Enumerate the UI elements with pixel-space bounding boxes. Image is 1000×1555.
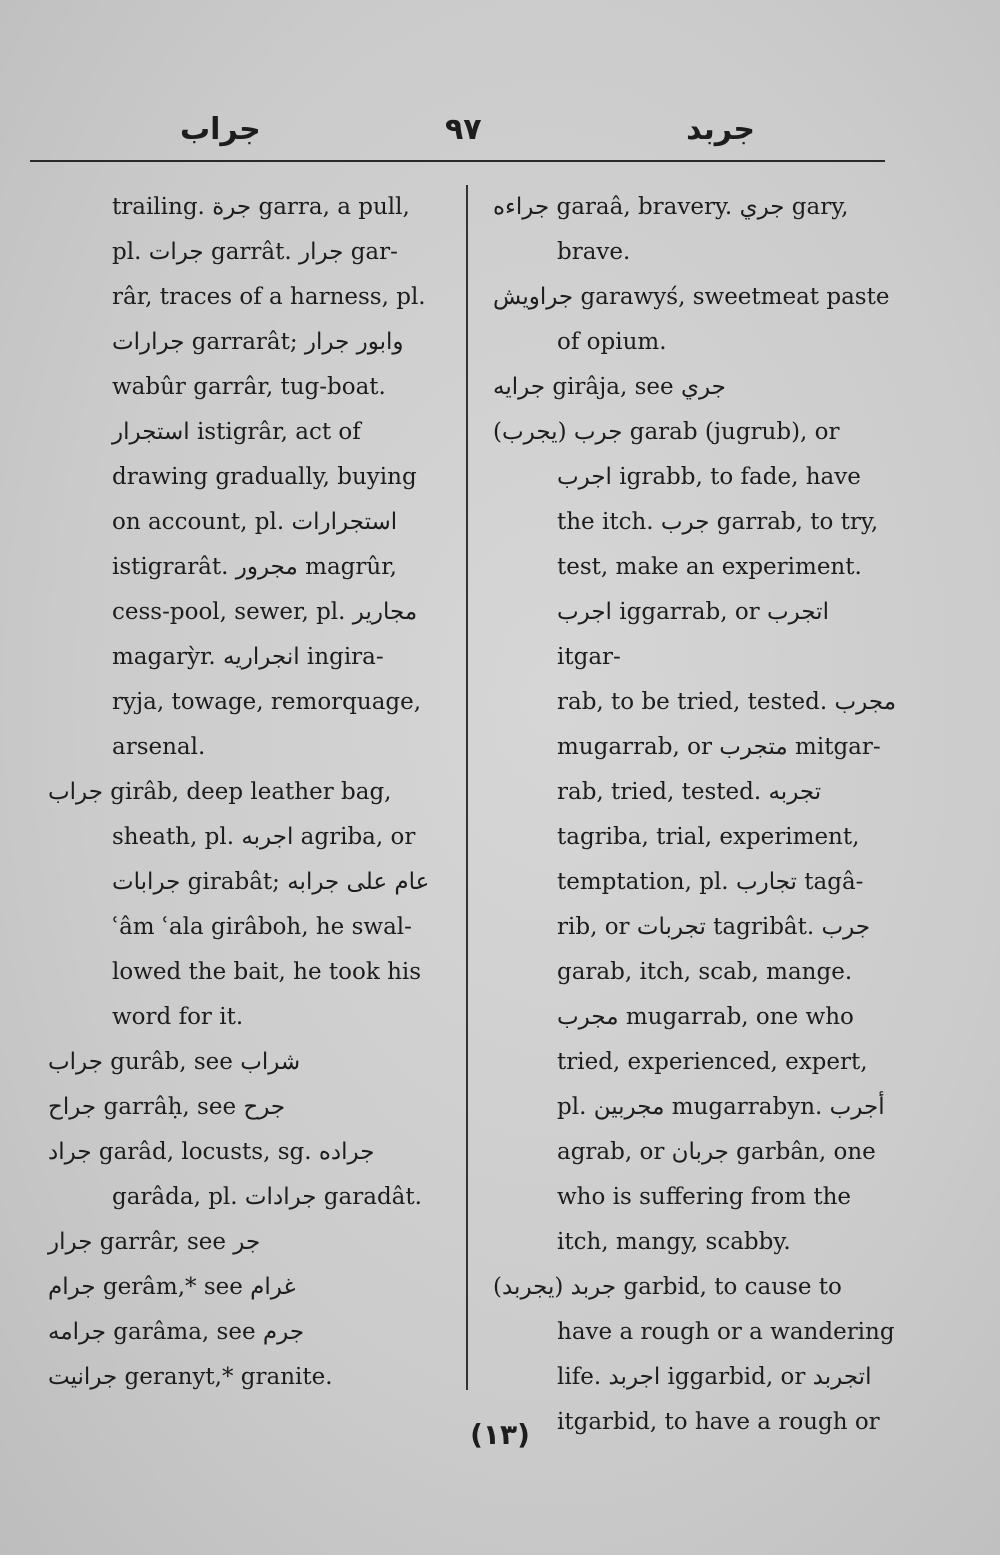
text-line: wabûr garrâr, tug-boat.: [112, 374, 386, 400]
entry-headword-line: جرام gerâm,* see غرام: [48, 1274, 296, 1300]
header-left-word: جراب: [180, 112, 261, 147]
text-line: جرابات girabât; عام على جرابه: [112, 869, 430, 895]
text-line: who is suffering from the: [557, 1184, 852, 1210]
text-line: ʿâm ʿala girâboh, he swal-: [112, 914, 412, 940]
text-line: of opium.: [557, 329, 667, 355]
text-line: arsenal.: [112, 734, 206, 760]
text-line: have a rough or a wandering: [557, 1319, 895, 1345]
text-line: ryja, towage, remorquage,: [112, 689, 422, 715]
text-line: drawing gradually, buying: [112, 464, 417, 490]
signature-mark: (١٣): [470, 1418, 530, 1451]
text-line: itch, mangy, scabby.: [557, 1229, 791, 1255]
column-divider: [466, 185, 468, 1390]
entry-headword-line: جراءه garaâ, bravery. جري gary,: [493, 194, 849, 220]
text-line: استجرار istigrâr, act of: [112, 419, 361, 445]
text-line: brave.: [557, 239, 631, 265]
text-line: word for it.: [112, 1004, 244, 1030]
entry-headword-line: جراح garrâḥ, see جرح: [48, 1094, 286, 1120]
text-line: rab, to be tried, tested. مجرب: [557, 689, 897, 715]
text-line: life. اجربد iggarbid, or اتجربد: [557, 1364, 872, 1390]
text-line: tried, experienced, expert,: [557, 1049, 868, 1075]
text-line: on account, pl. استجرارات: [112, 509, 398, 535]
text-line: cess-pool, sewer, pl. مجارير: [112, 599, 418, 625]
text-line: pl. مجربين mugarrabyn. أجرب: [557, 1094, 885, 1120]
text-line: istigrarât. مجرور magrûr,: [112, 554, 397, 580]
text-line: temptation, pl. تجارب tagâ-: [557, 869, 864, 895]
entry-headword-line: جرانيت geranyt,* granite.: [48, 1364, 333, 1390]
entry-headword-line: جرامه garâma, see جرم: [48, 1319, 305, 1345]
text-line: sheath, pl. اجربه agriba, or: [112, 824, 416, 850]
entry-headword-line: جراب gurâb, see شراب: [48, 1049, 301, 1075]
text-line: rab, tried, tested. تجربه: [557, 779, 822, 805]
page-number: ٩٧: [445, 112, 482, 147]
text-line: the itch. جرب garrab, to try,: [557, 509, 879, 535]
entry-headword-line: جراب girâb, deep leather bag,: [48, 779, 392, 805]
text-line: agrab, or جربان garbân, one: [557, 1139, 876, 1165]
text-line: magarỳr. انجراريه ingira-: [112, 644, 384, 670]
text-line: tagriba, trial, experiment,: [557, 824, 860, 850]
text-line: garab, itch, scab, mange.: [557, 959, 853, 985]
left-column: [48, 185, 456, 1400]
text-line: جرارات garrarât; وابور جرار: [112, 329, 404, 355]
text-line: اجرب igrabb, to fade, have: [557, 464, 861, 490]
text-line: rib, or تجربات tagribât. جرب: [557, 914, 871, 940]
text-line: râr, traces of a harness, pl.: [112, 284, 426, 310]
entry-headword-line: جربد (يجربد) garbid, to cause to: [493, 1274, 842, 1300]
entry-headword-line: جرايه girâja, see جري: [493, 374, 726, 400]
text-line: test, make an experiment.: [557, 554, 862, 580]
text-line: trailing. جرة garra, a pull,: [112, 194, 410, 220]
entry-headword-line: جرب (يجرب) garab (jugrub), or: [493, 419, 840, 445]
text-line: itgarbid, to have a rough or: [557, 1409, 880, 1435]
text-line: pl. جرات garrât. جرار gar-: [112, 239, 398, 265]
entry-headword-line: جراويش garawyś, sweetmeat paste: [493, 284, 890, 310]
text-line: mugarrab, or متجرب mitgar-: [557, 734, 881, 760]
text-line: garâda, pl. جرادات garadât.: [112, 1184, 422, 1210]
text-line: مجرب mugarrab, one who: [557, 1004, 854, 1030]
page-header: [30, 100, 885, 162]
text-line: lowed the bait, he took his: [112, 959, 422, 985]
text-line: اجرب iggarrab, or اتجرب itgar-: [557, 599, 829, 670]
entry-headword-line: جراد garâd, locusts, sg. جراده: [48, 1139, 375, 1165]
header-right-word: جربد: [686, 112, 755, 147]
entry-headword-line: جرار garrâr, see جر: [48, 1229, 261, 1255]
right-column: [493, 185, 898, 1445]
